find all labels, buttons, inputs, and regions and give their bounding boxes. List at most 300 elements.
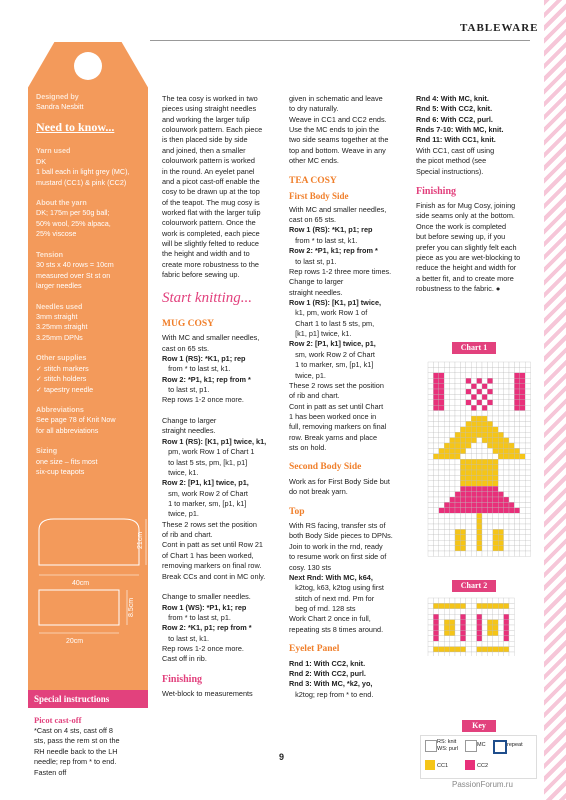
finishing-text: Wet-block to measurements xyxy=(162,688,253,698)
text-line: to last 5 sts, pm, [k1, p1] xyxy=(162,457,248,467)
chart-cell xyxy=(466,603,471,608)
chart-cell xyxy=(514,394,519,399)
text-line: 1 has been worked once in xyxy=(289,411,377,421)
chart-cell xyxy=(477,535,482,540)
chart-cell xyxy=(444,497,449,502)
picot-line: sts, pass the rem st on the xyxy=(34,736,120,746)
chart-cell xyxy=(455,486,460,491)
chart-cell xyxy=(514,524,519,529)
text-line: cosy to be drawn up at the top xyxy=(162,187,260,197)
chart-cell xyxy=(439,373,444,378)
text-line: Cont in patt as set until Row 21 xyxy=(162,540,263,550)
chart-cell xyxy=(493,486,498,491)
chart-cell xyxy=(514,362,519,367)
chart-cell xyxy=(444,636,449,641)
chart-cell xyxy=(460,652,465,656)
chart-cell xyxy=(444,652,449,656)
chart-cell xyxy=(520,394,525,399)
chart-cell xyxy=(450,400,455,405)
chart-cell xyxy=(455,394,460,399)
chart-cell xyxy=(498,459,503,464)
chart-cell xyxy=(455,524,460,529)
chart-cell xyxy=(520,411,525,416)
chart-cell xyxy=(493,443,498,448)
chart-cell xyxy=(487,647,492,652)
chart-cell xyxy=(520,535,525,540)
chart-cell xyxy=(439,448,444,453)
chart-cell xyxy=(471,630,476,635)
chart-cell xyxy=(509,508,514,513)
text-line: Row 2: [P1, k1] twice, p1, xyxy=(289,339,376,349)
chart-cell xyxy=(433,502,438,507)
chart-cell xyxy=(471,405,476,410)
chart-cell xyxy=(471,540,476,545)
key-repeat-text: repeat xyxy=(507,742,523,748)
key-mc-text: MC xyxy=(477,742,486,748)
chart-cell xyxy=(455,389,460,394)
chart-cell xyxy=(509,625,514,630)
chart-cell xyxy=(460,486,465,491)
chart-cell xyxy=(455,448,460,453)
chart-cell xyxy=(504,481,509,486)
chart-cell xyxy=(477,400,482,405)
chart-cell xyxy=(439,551,444,556)
chart-cell xyxy=(466,405,471,410)
chart-cell xyxy=(520,384,525,389)
chart-cell xyxy=(466,598,471,603)
key-mc-swatch xyxy=(465,740,477,752)
chart-cell xyxy=(471,470,476,475)
chart-cell xyxy=(428,636,433,641)
chart-cell xyxy=(439,394,444,399)
chart-cell xyxy=(444,459,449,464)
chart-cell xyxy=(433,486,438,491)
chart-cell xyxy=(520,497,525,502)
text-line: Rnd 1: With CC2, knit. xyxy=(289,658,366,668)
sizing-heading: Sizing xyxy=(36,446,58,456)
chart-cell xyxy=(466,630,471,635)
chart-cell xyxy=(455,497,460,502)
chart-cell xyxy=(439,362,444,367)
chart-cell xyxy=(466,421,471,426)
chart-cell xyxy=(455,384,460,389)
chart-cell xyxy=(504,508,509,513)
second-body-side-instructions xyxy=(289,477,411,498)
chart-cell xyxy=(433,389,438,394)
text-line: Break CCs and cont in MC only. xyxy=(162,571,266,581)
start-knitting-heading: Start knitting... xyxy=(162,290,252,307)
chart-cell xyxy=(460,475,465,480)
text-line: and a picot cast-off enable the xyxy=(162,176,260,186)
text-line: a better fit, and to create more xyxy=(416,273,514,283)
chart-cell xyxy=(455,465,460,470)
chart-cell xyxy=(439,470,444,475)
text-line: of the teapot. The mug cosy is xyxy=(162,197,260,207)
chart-cell xyxy=(444,524,449,529)
chart-cell xyxy=(482,540,487,545)
chart-cell xyxy=(509,470,514,475)
chart-cell xyxy=(498,546,503,551)
chart-cell xyxy=(433,438,438,443)
chart-cell xyxy=(428,524,433,529)
text-line: These 2 rows set the position xyxy=(162,519,257,529)
chart-cell xyxy=(466,443,471,448)
chart-cell xyxy=(482,367,487,372)
chart-cell xyxy=(428,603,433,608)
text-line: k1, pm, work Row 1 of xyxy=(289,308,368,318)
chart-cell xyxy=(433,603,438,608)
chart-cell xyxy=(460,502,465,507)
text-line: from * to last st, k1. xyxy=(162,364,231,374)
chart-cell xyxy=(493,481,498,486)
chart-cell xyxy=(504,540,509,545)
chart-cell xyxy=(471,373,476,378)
chart-cell xyxy=(450,373,455,378)
chart-cell xyxy=(487,614,492,619)
chart-cell xyxy=(460,529,465,534)
chart-cell xyxy=(450,438,455,443)
text-line: pm, work Row 1 of Chart 1 xyxy=(162,447,255,457)
chart-cell xyxy=(444,614,449,619)
chart-cell xyxy=(504,389,509,394)
chart-cell xyxy=(450,529,455,534)
chart-cell xyxy=(460,400,465,405)
chart-cell xyxy=(509,513,514,518)
chart-cell xyxy=(428,432,433,437)
chart-cell xyxy=(487,630,492,635)
chart-cell xyxy=(482,609,487,614)
special-instructions xyxy=(34,714,149,778)
chart-cell xyxy=(466,641,471,646)
key-rs-text: RS: knit xyxy=(437,739,457,745)
chart-cell xyxy=(471,454,476,459)
chart-cell xyxy=(504,603,509,608)
chart-cell xyxy=(471,389,476,394)
chart-cell xyxy=(444,546,449,551)
chart-cell xyxy=(498,362,503,367)
chart-cell xyxy=(498,636,503,641)
chart-cell xyxy=(477,362,482,367)
chart-cell xyxy=(450,454,455,459)
chart-cell xyxy=(428,454,433,459)
chart-cell xyxy=(466,465,471,470)
text-line: and working the larger tulip xyxy=(162,114,250,124)
chart-cell xyxy=(471,411,476,416)
chart-cell xyxy=(455,603,460,608)
chart-cell xyxy=(450,609,455,614)
text-line: Rnd 11: With CC1, knit. xyxy=(416,135,496,145)
chart-cell xyxy=(471,367,476,372)
chart-cell xyxy=(466,625,471,630)
chart-cell xyxy=(428,427,433,432)
chart-cell xyxy=(514,546,519,551)
chart-cell xyxy=(439,427,444,432)
chart-2-grid xyxy=(420,594,540,656)
text-line: Row 2: *P1, k1; rep from * xyxy=(162,374,251,384)
chart-cell xyxy=(509,475,514,480)
chart-cell xyxy=(520,389,525,394)
chart-cell xyxy=(504,630,509,635)
chart-cell xyxy=(525,486,530,491)
key-ws-text: WS: purl xyxy=(437,746,459,752)
tension-line: larger needles xyxy=(36,281,82,291)
chart-cell xyxy=(428,620,433,625)
chart-cell xyxy=(482,529,487,534)
text-line: side seams only at the bottom. xyxy=(416,211,515,221)
chart-cell xyxy=(477,529,482,534)
chart-cell xyxy=(520,416,525,421)
text-line: Work Chart 2 once in full, xyxy=(289,614,371,624)
chart-cell xyxy=(509,492,514,497)
chart-cell xyxy=(439,513,444,518)
chart-cell xyxy=(450,641,455,646)
chart-cell xyxy=(466,609,471,614)
chart-cell xyxy=(428,551,433,556)
chart-cell xyxy=(498,454,503,459)
chart-cell xyxy=(520,400,525,405)
chart-cell xyxy=(514,492,519,497)
chart-cell xyxy=(487,641,492,646)
key-cc1-text: CC1 xyxy=(437,763,449,769)
chart-cell xyxy=(439,416,444,421)
chart-cell xyxy=(509,454,514,459)
chart-cell xyxy=(444,394,449,399)
text-line: of rib and chart. xyxy=(162,530,213,540)
chart-cell xyxy=(498,405,503,410)
chart-cell xyxy=(487,448,492,453)
chart-cell xyxy=(471,508,476,513)
chart-cell xyxy=(428,614,433,619)
text-line: With CC1, cast off using xyxy=(416,145,495,155)
chart-cell xyxy=(460,378,465,383)
chart-cell xyxy=(466,394,471,399)
chart-cell xyxy=(439,367,444,372)
chart-cell xyxy=(439,389,444,394)
chart-cell xyxy=(433,647,438,652)
chart-cell xyxy=(455,411,460,416)
chart-cell xyxy=(482,432,487,437)
chart-cell xyxy=(444,502,449,507)
text-line: robustness to the fabric. ● xyxy=(416,283,501,293)
chart-cell xyxy=(450,470,455,475)
chart-cell xyxy=(455,546,460,551)
chart-cell xyxy=(455,529,460,534)
chart-cell xyxy=(493,609,498,614)
chart-cell xyxy=(460,411,465,416)
chart-cell xyxy=(444,421,449,426)
chart-cell xyxy=(439,400,444,405)
chart-cell xyxy=(471,492,476,497)
chart-cell xyxy=(455,443,460,448)
text-line xyxy=(162,582,282,592)
chart-cell xyxy=(444,470,449,475)
chart-cell xyxy=(493,378,498,383)
chart-cell xyxy=(509,432,514,437)
chart-cell xyxy=(444,540,449,545)
chart-cell xyxy=(477,475,482,480)
chart-cell xyxy=(487,432,492,437)
text-line: Row 2: *P1, k1; rep from * xyxy=(289,246,378,256)
chart-cell xyxy=(450,519,455,524)
chart-cell xyxy=(482,486,487,491)
chart-cell xyxy=(477,432,482,437)
mug-cosy-outline xyxy=(39,590,119,625)
chart-cell xyxy=(433,384,438,389)
chart-cell xyxy=(450,486,455,491)
chart-cell xyxy=(455,421,460,426)
chart-1-grid xyxy=(420,356,540,570)
chart-cell xyxy=(509,497,514,502)
chart-cell xyxy=(466,492,471,497)
chart-cell xyxy=(428,529,433,534)
mug-cosy-instructions xyxy=(162,333,282,665)
chart-cell xyxy=(428,448,433,453)
chart-cell xyxy=(444,481,449,486)
chart-cell xyxy=(493,598,498,603)
chart-cell xyxy=(455,373,460,378)
chart-cell xyxy=(482,389,487,394)
chart-cell xyxy=(525,475,530,480)
text-line: k2tog; rep from * to end. xyxy=(289,689,374,699)
chart-cell xyxy=(504,448,509,453)
chart-cell xyxy=(498,502,503,507)
chart-cell xyxy=(466,497,471,502)
chart-cell xyxy=(482,508,487,513)
chart-cell xyxy=(450,411,455,416)
chart-cell xyxy=(525,524,530,529)
chart-cell xyxy=(477,540,482,545)
chart-cell xyxy=(455,481,460,486)
chart-cell xyxy=(504,524,509,529)
chart-cell xyxy=(444,373,449,378)
chart-cell xyxy=(466,384,471,389)
chart-cell xyxy=(514,486,519,491)
chart-cell xyxy=(509,630,514,635)
chart-cell xyxy=(433,470,438,475)
chart-cell xyxy=(466,475,471,480)
chart-cell xyxy=(525,405,530,410)
chart-cell xyxy=(498,647,503,652)
chart-cell xyxy=(493,529,498,534)
text-line: Next Rnd: With MC, k64, xyxy=(289,572,373,582)
chart-cell xyxy=(439,459,444,464)
chart-cell xyxy=(460,508,465,513)
chart-cell xyxy=(455,475,460,480)
chart-cell xyxy=(444,641,449,646)
chart-cell xyxy=(525,400,530,405)
chart-cell xyxy=(477,411,482,416)
chart-cell xyxy=(460,598,465,603)
needles-heading: Needles used xyxy=(36,301,83,311)
chart-cell xyxy=(455,502,460,507)
chart-cell xyxy=(509,400,514,405)
chart-cell xyxy=(444,432,449,437)
first-body-side-heading: First Body Side xyxy=(289,191,349,201)
chart-cell xyxy=(514,508,519,513)
chart-cell xyxy=(466,652,471,656)
chart-cell xyxy=(477,598,482,603)
chart-cell xyxy=(520,481,525,486)
chart-cell xyxy=(455,378,460,383)
chart-cell xyxy=(450,459,455,464)
chart-cell xyxy=(498,427,503,432)
text-line: sm, work Row 2 of Chart xyxy=(289,349,375,359)
chart-cell xyxy=(525,492,530,497)
chart-cell xyxy=(444,513,449,518)
chart-cell xyxy=(504,367,509,372)
chart-cell xyxy=(514,454,519,459)
chart-cell xyxy=(509,427,514,432)
chart-cell xyxy=(471,546,476,551)
chart-cell xyxy=(525,373,530,378)
chart-cell xyxy=(482,492,487,497)
chart-cell xyxy=(428,492,433,497)
chart-cell xyxy=(433,416,438,421)
text-line: top and bottom. Weave in any xyxy=(289,145,386,155)
text-line: The tea cosy is worked in two xyxy=(162,94,258,103)
chart-cell xyxy=(493,603,498,608)
chart-cell xyxy=(504,647,509,652)
chart-cell xyxy=(460,641,465,646)
chart-cell xyxy=(498,384,503,389)
chart-cell xyxy=(509,373,514,378)
chart-cell xyxy=(466,416,471,421)
chart-cell xyxy=(520,551,525,556)
chart-cell xyxy=(520,540,525,545)
chart-cell xyxy=(477,454,482,459)
chart-cell xyxy=(433,540,438,545)
chart-cell xyxy=(504,421,509,426)
chart-cell xyxy=(514,378,519,383)
chart-cell xyxy=(525,470,530,475)
chart-cell xyxy=(514,400,519,405)
chart-cell xyxy=(493,524,498,529)
yarn-line: 1 ball each in light grey (MC), xyxy=(36,167,130,177)
chart-cell xyxy=(450,636,455,641)
chart-cell xyxy=(428,625,433,630)
chart-cell xyxy=(477,470,482,475)
text-line: Special instructions). xyxy=(416,166,484,176)
chart-cell xyxy=(428,546,433,551)
picot-line: Fasten off xyxy=(34,767,67,777)
chart-cell xyxy=(455,540,460,545)
chart-cell xyxy=(466,400,471,405)
chart-cell xyxy=(504,502,509,507)
chart-cell xyxy=(477,497,482,502)
chart-cell xyxy=(471,603,476,608)
chart-cell xyxy=(493,546,498,551)
chart-cell xyxy=(509,384,514,389)
chart-cell xyxy=(450,475,455,480)
chart-cell xyxy=(525,389,530,394)
text-line: cast on 65 sts. xyxy=(289,215,337,225)
chart-cell xyxy=(509,603,514,608)
chart-cell xyxy=(433,367,438,372)
chart-cell xyxy=(504,384,509,389)
chart-cell xyxy=(471,459,476,464)
chart-cell xyxy=(487,384,492,389)
chart-cell xyxy=(514,373,519,378)
chart-cell xyxy=(450,389,455,394)
text-line: [k1, p1] twice, k1. xyxy=(289,329,352,339)
chart-cell xyxy=(466,367,471,372)
text-line: Rep rows 1-2 three more times. xyxy=(289,266,392,276)
chart-cell xyxy=(460,497,465,502)
chart-cell xyxy=(482,625,487,630)
chart-cell xyxy=(471,427,476,432)
chart-cell xyxy=(444,411,449,416)
supply-item: ✓ stitch markers xyxy=(36,363,89,373)
